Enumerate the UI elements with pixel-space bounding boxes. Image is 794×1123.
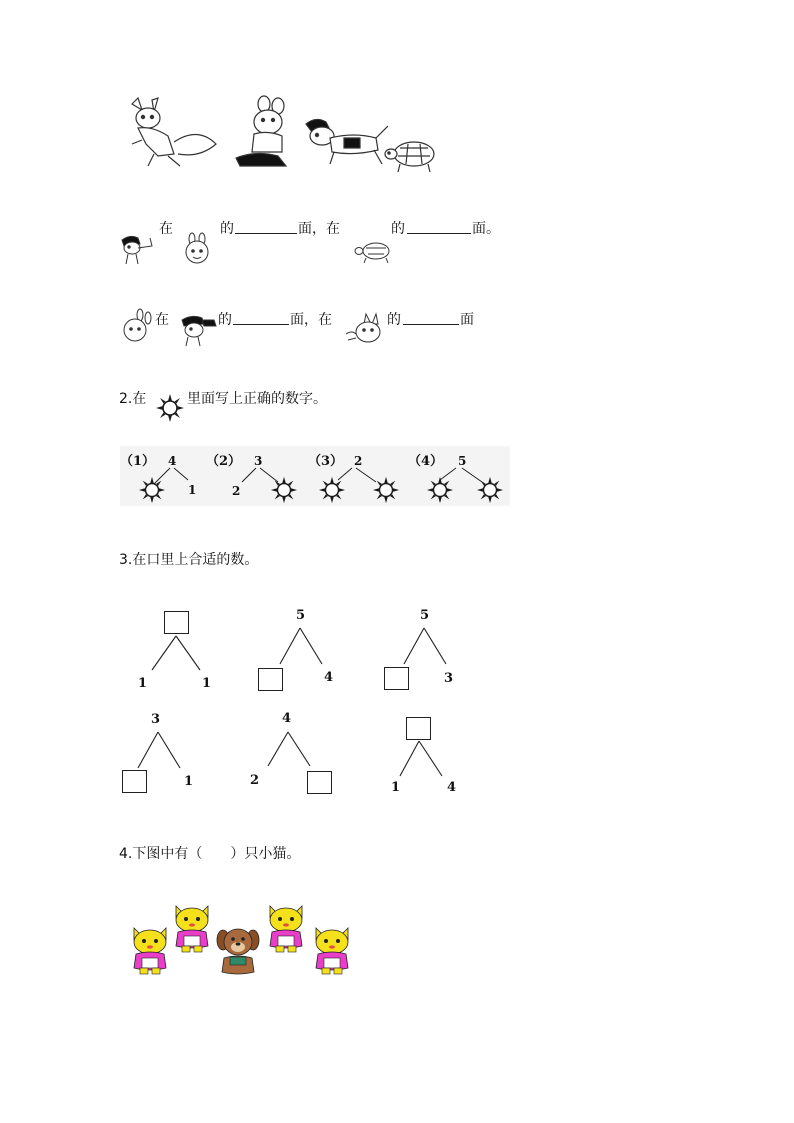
sun-icon	[155, 393, 185, 423]
q3-tree5-left: 2	[250, 773, 260, 788]
q3-tree6-right: 4	[447, 780, 457, 795]
q1-line2-answer-2[interactable]	[403, 310, 459, 325]
q2-number-bonds	[120, 446, 510, 506]
fox-icon	[344, 312, 384, 348]
header-illustration	[128, 96, 440, 172]
q3-tree3-left-box[interactable]	[384, 667, 409, 690]
q4-title: 4.下图中有（ ）只小猫。	[119, 846, 301, 862]
q2-title	[119, 388, 419, 422]
q1-line1-end: 面。	[472, 221, 500, 237]
turtle-icon	[354, 240, 394, 264]
cat-icon	[264, 902, 308, 954]
rabbit-icon	[118, 310, 152, 346]
dog-icon	[180, 314, 220, 350]
q3-tree6-left: 1	[391, 780, 401, 795]
q2-title-suffix: 里面写上正确的数字。	[187, 391, 327, 407]
q3-tree-6	[386, 714, 476, 800]
q1-line2	[118, 306, 518, 356]
q2-item1-label: （1）	[120, 454, 156, 469]
q3-tree-2	[252, 608, 342, 694]
q2-item3-sun-left-icon[interactable]	[318, 476, 346, 504]
cat-icon	[170, 902, 214, 954]
q1-line1-answer-2[interactable]	[407, 219, 471, 234]
q3-tree-3	[378, 608, 468, 694]
q1-line2-at: 在	[155, 312, 169, 328]
q2-item3-top: 2	[354, 454, 363, 468]
cat-icon	[310, 924, 354, 976]
q2-item3-label: （3）	[308, 454, 344, 469]
q3-tree5-top: 4	[282, 711, 292, 726]
q2-item1-sun-icon[interactable]	[138, 476, 166, 504]
q2-item4-label: （4）	[408, 454, 444, 469]
q2-title-prefix: 2.在	[119, 391, 147, 407]
q2-item2-label: （2）	[206, 454, 242, 469]
q2-item2-top: 3	[254, 454, 263, 468]
q1-line1-of2: 的	[391, 221, 405, 237]
q1-line2-of: 的	[218, 312, 232, 328]
q2-item3-sun-right-icon[interactable]	[372, 476, 400, 504]
dog-icon	[216, 924, 260, 976]
q3-tree1-left: 1	[138, 676, 148, 691]
q1-line2-answer-1[interactable]	[233, 310, 289, 325]
rabbit-icon	[226, 96, 306, 172]
cat-icon	[128, 924, 172, 976]
q1-line1-of: 的	[220, 221, 234, 237]
q2-item2-sun-icon[interactable]	[270, 476, 298, 504]
q3-tree4-top: 3	[151, 712, 161, 727]
q2-item4-sun-left-icon[interactable]	[426, 476, 454, 504]
q1-line1-at: 在	[159, 221, 173, 237]
q4-figures	[126, 900, 358, 980]
q3-tree-5	[246, 712, 336, 798]
q1-line2-face: 面，在	[290, 312, 332, 328]
q3-tree2-top: 5	[296, 608, 306, 623]
q3-tree3-top: 5	[420, 608, 430, 623]
rabbit-icon	[180, 234, 214, 270]
q1-line1-answer-1[interactable]	[235, 219, 297, 234]
q2-item4-sun-right-icon[interactable]	[476, 476, 504, 504]
dog-icon	[120, 234, 156, 270]
q3-tree1-right: 1	[202, 676, 212, 691]
q3-tree4-right: 1	[184, 774, 194, 789]
q2-item1-top: 4	[168, 454, 177, 468]
q3-tree-4	[118, 712, 208, 798]
q3-tree3-right: 3	[444, 671, 454, 686]
q1-line2-of2: 的	[387, 312, 401, 328]
q1-line1-face: 面，在	[298, 221, 340, 237]
q1-line1	[118, 214, 518, 274]
q2-item4-top: 5	[458, 454, 467, 468]
q1-line2-end: 面	[460, 312, 474, 328]
q3-title: 3.在口里上合适的数。	[119, 552, 259, 568]
q3-tree2-left-box[interactable]	[258, 668, 283, 691]
q2-item1-given: 1	[188, 483, 197, 497]
q3-tree-1	[132, 608, 222, 694]
turtle-icon	[384, 136, 444, 176]
q3-tree2-right: 4	[324, 670, 334, 685]
dog-icon	[304, 116, 394, 192]
q3-tree5-right-box[interactable]	[307, 771, 332, 794]
q2-item2-given: 2	[232, 484, 241, 498]
q3-tree4-left-box[interactable]	[122, 770, 147, 793]
